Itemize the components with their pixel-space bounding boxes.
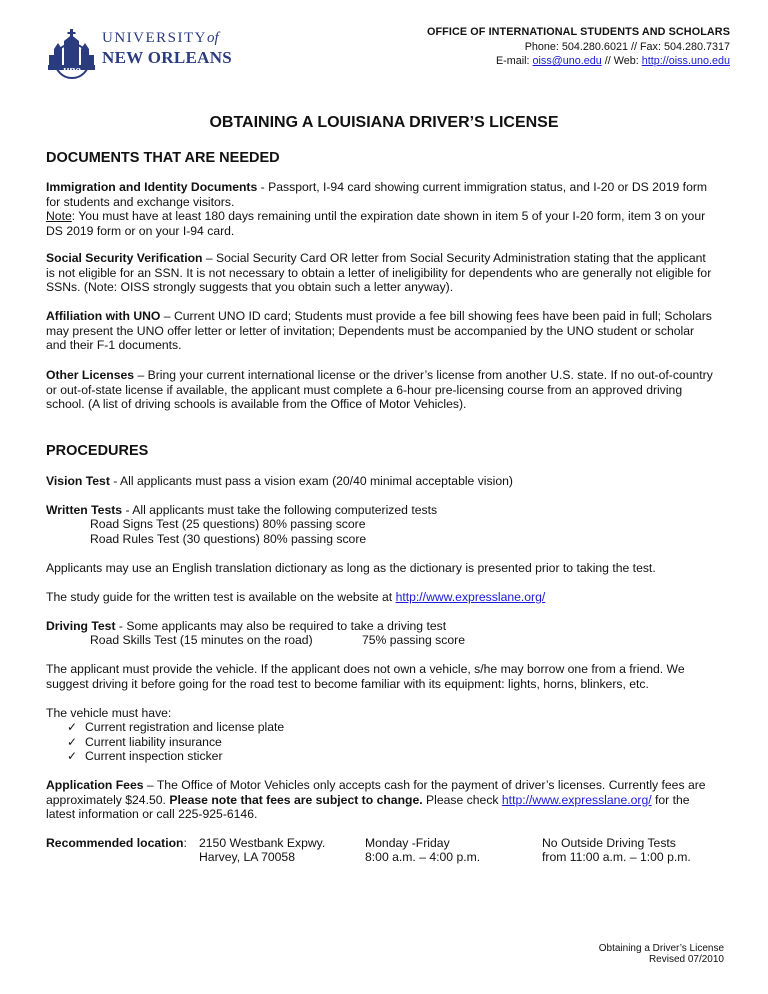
study-guide: The study guide for the written test is available on the website at http://www.expresslane.org/	[46, 590, 546, 604]
location-label: Recommended location:	[46, 836, 187, 850]
office-name: OFFICE OF INTERNATIONAL STUDENTS AND SCHOLARS	[426, 26, 730, 38]
checklist-item: ✓ Current liability insurance	[67, 735, 222, 749]
ssn-paragraph: Social Security Verification – Social Security Card OR letter from Social Security Administration stating that the applicant is not eligible for an SSN. It is not necessary to obtain a letter of ineligibility for dependents who are generally not eligible for SSNs. (Note: OISS strongly suggests that you obtain such a letter anyway).	[46, 251, 712, 294]
dictionary-note: Applicants may use an English translation dictionary as long as the dictionary is presented prior to taking the test.	[46, 561, 656, 575]
study-guide-link[interactable]: http://www.expresslane.org/	[395, 590, 546, 604]
no-driving-tests: No Outside Driving Tests	[542, 836, 676, 850]
phone-fax: Phone: 504.280.6021 // Fax: 504.280.7317	[524, 41, 730, 53]
checklist-item: ✓ Current registration and license plate	[67, 720, 285, 734]
university-logo	[46, 27, 233, 82]
address-line1: 2150 Westbank Expwy.	[199, 836, 326, 850]
fees-paragraph: Application Fees – The Office of Motor Vehicles only accepts cash for the payment of driver’s licenses. Currently fees are approximately $24.50. Please note that fees are subject to change. Please check http://www.expresslane.org/ for the latest information or call 225-925-6146.	[46, 778, 706, 821]
office-hours: 8:00 a.m. – 4:00 p.m.	[365, 850, 481, 864]
footer-title: Obtaining a Driver’s License	[598, 943, 724, 954]
road-skills-score: 75% passing score	[362, 633, 465, 647]
university-name: UNIVERSITYof	[102, 30, 219, 46]
checkmark-icon: ✓	[67, 749, 78, 763]
other-licenses-paragraph: Other Licenses – Bring your current international license or the driver’s license from another U.S. state. If no out-of-country or out-of-state license if available, the applicant must complete a 6-hour pre-licensing course from an approved driving school. (A list of driving schools is available from the Office of Motor Vehicles).	[46, 368, 713, 411]
vehicle-paragraph: The applicant must provide the vehicle. If the applicant does not own a vehicle, s/he may borrow one from a friend. We suggest driving it before going for the road test to become familiar with its equipment: lights, horns, blinkers, etc.	[46, 662, 685, 691]
logo-mark: uno	[63, 64, 81, 76]
address-line2: Harvey, LA 70058	[199, 850, 295, 864]
checkmark-icon: ✓	[67, 720, 78, 734]
procedures-heading: PROCEDURES	[46, 443, 149, 459]
checklist-item: ✓ Current inspection sticker	[67, 749, 223, 763]
documents-heading: DOCUMENTS THAT ARE NEEDED	[46, 150, 280, 166]
email-link[interactable]: oiss@uno.edu	[532, 55, 602, 67]
web-link[interactable]: http://oiss.uno.edu	[641, 55, 730, 67]
immigration-paragraph: Immigration and Identity Documents - Passport, I-94 card showing current immigration status, and I-20 or DS 2019 form for students and exchange visitors. Note: You must have at least 180 days remaining until the expiration date shown in item 5 of your I-20 form, item 3 on your DS 2019 form or on your I-94 card.	[46, 180, 708, 238]
fees-link[interactable]: http://www.expresslane.org/	[501, 792, 652, 807]
uno-crest-icon	[46, 27, 98, 81]
driving-test: Driving Test - Some applicants may also be required to take a driving test	[46, 619, 447, 633]
email-web: E-mail: oiss@uno.edu // Web: http://oiss.uno.edu	[495, 55, 730, 67]
vision-test: Vision Test - All applicants must pass a vision exam (20/40 minimal acceptable vision)	[46, 474, 513, 488]
road-rules-test: Road Rules Test (30 questions) 80% passing score	[90, 532, 367, 546]
vehicle-requirements-label: The vehicle must have:	[46, 706, 172, 720]
road-skills-test: Road Skills Test (15 minutes on the road)	[90, 633, 313, 647]
checkmark-icon: ✓	[67, 735, 78, 749]
office-days: Monday -Friday	[365, 836, 450, 850]
university-city: NEW ORLEANS	[102, 48, 233, 67]
road-signs-test: Road Signs Test (25 questions) 80% passing score	[90, 517, 366, 531]
no-driving-tests-hours: from 11:00 a.m. – 1:00 p.m.	[542, 850, 691, 864]
written-tests: Written Tests - All applicants must take the following computerized tests	[46, 503, 438, 517]
affiliation-paragraph: Affiliation with UNO – Current UNO ID card; Students must provide a fee bill showing fees have been paid in full; Scholars may present the UNO offer letter or letter of invitation; Dependents must be accompanied by the UNO student or scholar and their F-1 documents.	[46, 309, 712, 352]
footer-revised: Revised 07/2010	[648, 954, 724, 965]
page-title: OBTAINING A LOUISIANA DRIVER’S LICENSE	[209, 114, 559, 131]
